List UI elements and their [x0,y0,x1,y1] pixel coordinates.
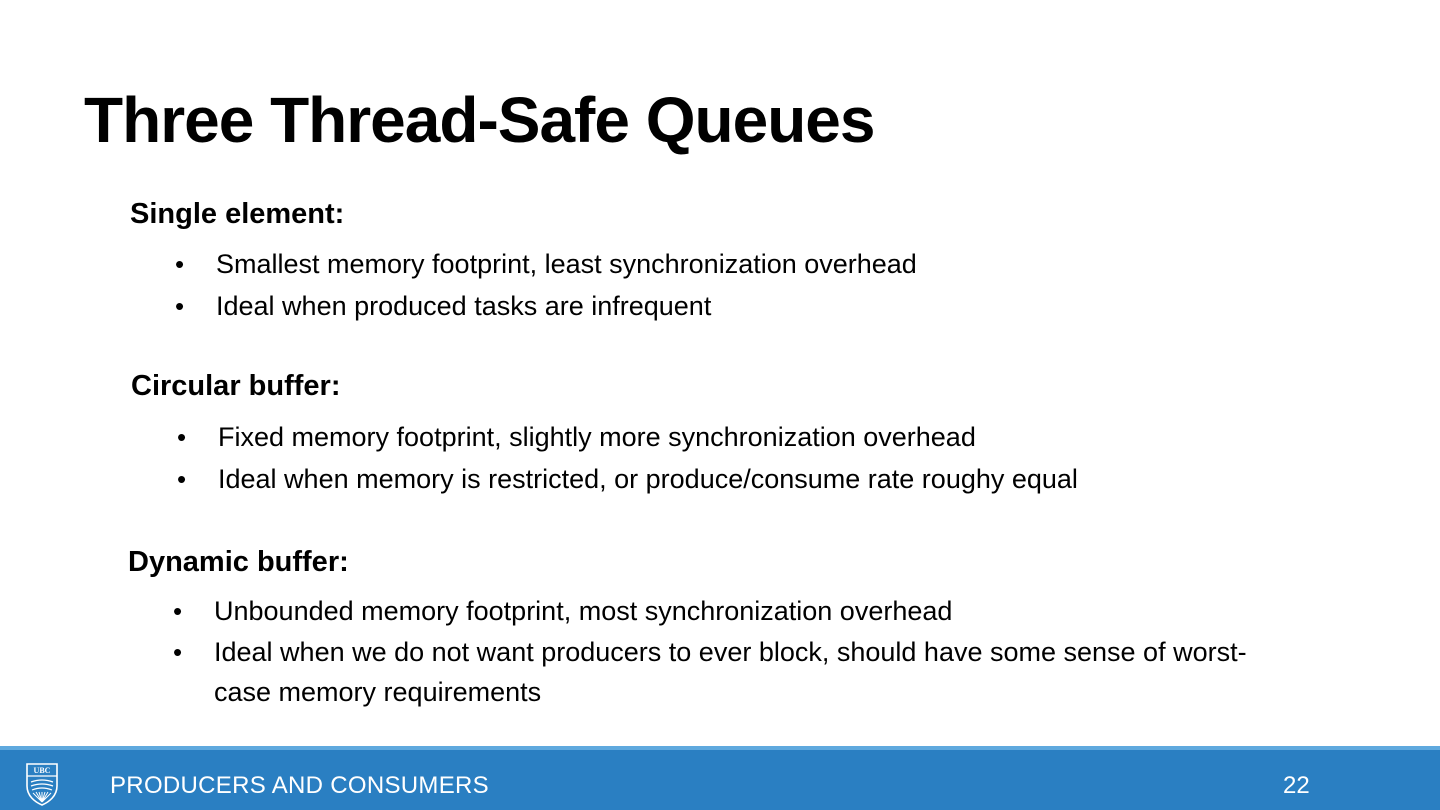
bullet-text: Unbounded memory footprint, most synchronization overhead [214,596,953,626]
bullet-icon: • [177,422,187,452]
list-item [177,416,1078,458]
bullet-icon: • [173,637,183,667]
section-heading-circular-buffer: Circular buffer: [131,370,341,402]
bullet-icon: • [175,249,185,279]
list-item [173,632,1303,712]
bullet-list-circular-buffer [177,416,1078,500]
list-item [175,285,917,327]
bullet-text: Ideal when memory is restricted, or produce/consume rate roughy equal [218,464,1078,494]
bullet-text: Ideal when produced tasks are infrequent [216,291,712,321]
bullet-list-single-element [175,243,917,327]
bullet-text: Fixed memory footprint, slightly more synchronization overhead [218,422,976,452]
page-number: 22 [1283,772,1310,799]
bullet-text: Ideal when we do not want producers to ever block, should have some sense of worst-case memory requirements [214,637,1247,707]
ubc-crest-icon [25,762,59,806]
bullet-icon: • [173,596,183,626]
list-item [175,243,917,285]
list-item [177,458,1078,500]
bullet-icon: • [175,291,185,321]
logo-text: UBC [33,766,51,775]
bullet-list-dynamic-buffer [173,590,1303,712]
footer-title: PRODUCERS AND CONSUMERS [110,772,489,799]
section-heading-single-element: Single element: [130,198,345,230]
slide-title: Three Thread-Safe Queues [84,84,875,156]
footer-bar [0,746,1440,810]
bullet-icon: • [177,464,187,494]
list-item [173,590,1303,632]
bullet-text: Smallest memory footprint, least synchronization overhead [216,249,917,279]
section-heading-dynamic-buffer: Dynamic buffer: [128,546,349,578]
